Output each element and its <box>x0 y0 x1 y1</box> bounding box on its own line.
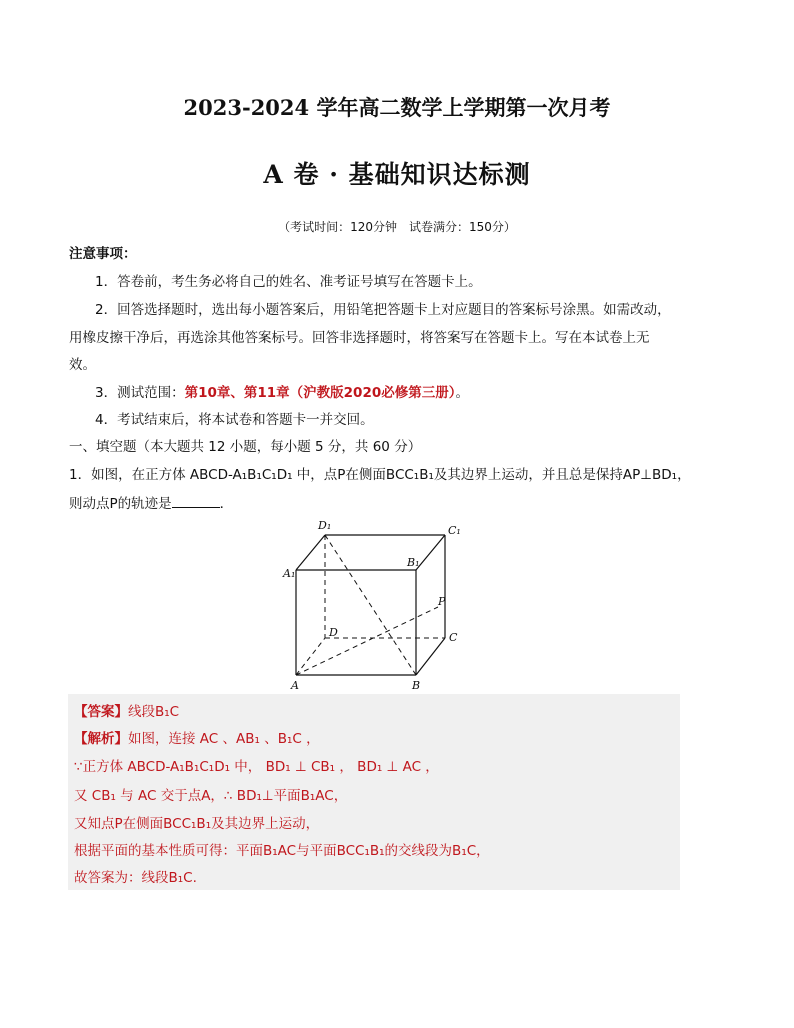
analysis-tag: 【解析】 <box>74 731 128 747</box>
note-item-1: 1．答卷前，考生务必将自己的姓名、准考证号填写在答题卡上。 <box>95 274 482 290</box>
question-1-line2 <box>69 493 233 514</box>
label-c1: C₁ <box>448 524 461 537</box>
note-item-4: 4．考试结束后，将本试卷和答题卡一并交回。 <box>95 412 374 428</box>
page-subtitle: A 卷 · 基础知识达标测 <box>263 160 531 189</box>
question-1-prefix: 则动点P的轨迹是 <box>69 496 172 512</box>
analysis-text-1: 如图，连接 AC 、AB₁ 、B₁C ， <box>128 731 320 747</box>
answer-text: 线段B₁C <box>128 704 180 720</box>
note-item-3-suffix: 。 <box>455 385 469 401</box>
analysis-line-4: 又知点P在侧面BCC₁B₁及其边界上运动， <box>74 816 320 832</box>
section-heading: 一、填空题（本大题共 12 小题，每小题 5 分，共 60 分） <box>69 439 422 455</box>
label-b1: B₁ <box>407 556 420 569</box>
solution-box <box>68 694 680 890</box>
answer-line <box>74 700 179 720</box>
label-b: B <box>412 679 421 692</box>
analysis-line-6: 故答案为：线段B₁C. <box>74 870 197 886</box>
label-a1: A₁ <box>283 567 296 580</box>
test-range: 第10章、第11章（沪教版2020必修第三册） <box>184 385 456 401</box>
question-1-line1: 1．如图，在正方体 ABCD-A₁B₁C₁D₁ 中，点P在侧面BCC₁B₁及其边界上运动，并且总是保持AP⊥BD₁， <box>69 467 691 483</box>
answer-tag: 【答案】 <box>74 704 128 720</box>
analysis-line-1 <box>74 727 320 747</box>
analysis-line-2: ∵正方体 ABCD-A₁B₁C₁D₁ 中， BD₁ ⊥ CB₁ ， BD₁ ⊥ AC ， <box>74 759 439 775</box>
analysis-line-5: 根据平面的基本性质可得：平面B₁AC与平面BCC₁B₁的交线段为B₁C， <box>74 843 490 859</box>
label-p: P <box>438 595 446 608</box>
note-item-3-prefix: 3．测试范围： <box>95 385 185 401</box>
question-1-suffix: ． <box>219 496 234 512</box>
label-d1: D₁ <box>318 519 332 532</box>
notes-heading: 注意事项： <box>69 246 137 262</box>
exam-info: （考试时间：120分钟 试卷满分：150分） <box>278 220 516 234</box>
label-d: D <box>329 626 338 639</box>
answer-blank <box>172 493 220 508</box>
label-a: A <box>291 679 299 692</box>
note-item-2-line3: 效。 <box>69 357 96 373</box>
analysis-line-3: 又 CB₁ 与 AC 交于点A，∴ BD₁⊥平面B₁AC， <box>74 788 348 804</box>
note-item-3 <box>95 383 469 403</box>
label-c: C <box>449 631 458 644</box>
note-item-2-line2: 用橡皮擦干净后，再选涂其他答案标号。回答非选择题时，将答案写在答题卡上。写在本试卷上无 <box>69 330 650 346</box>
cube-figure <box>270 515 470 695</box>
page-title: 2023-2024 学年高二数学上学期第一次月考 <box>183 95 611 120</box>
note-item-2-line1: 2．回答选择题时，选出每小题答案后，用铅笔把答题卡上对应题目的答案标号涂黑。如需改动， <box>95 302 671 318</box>
